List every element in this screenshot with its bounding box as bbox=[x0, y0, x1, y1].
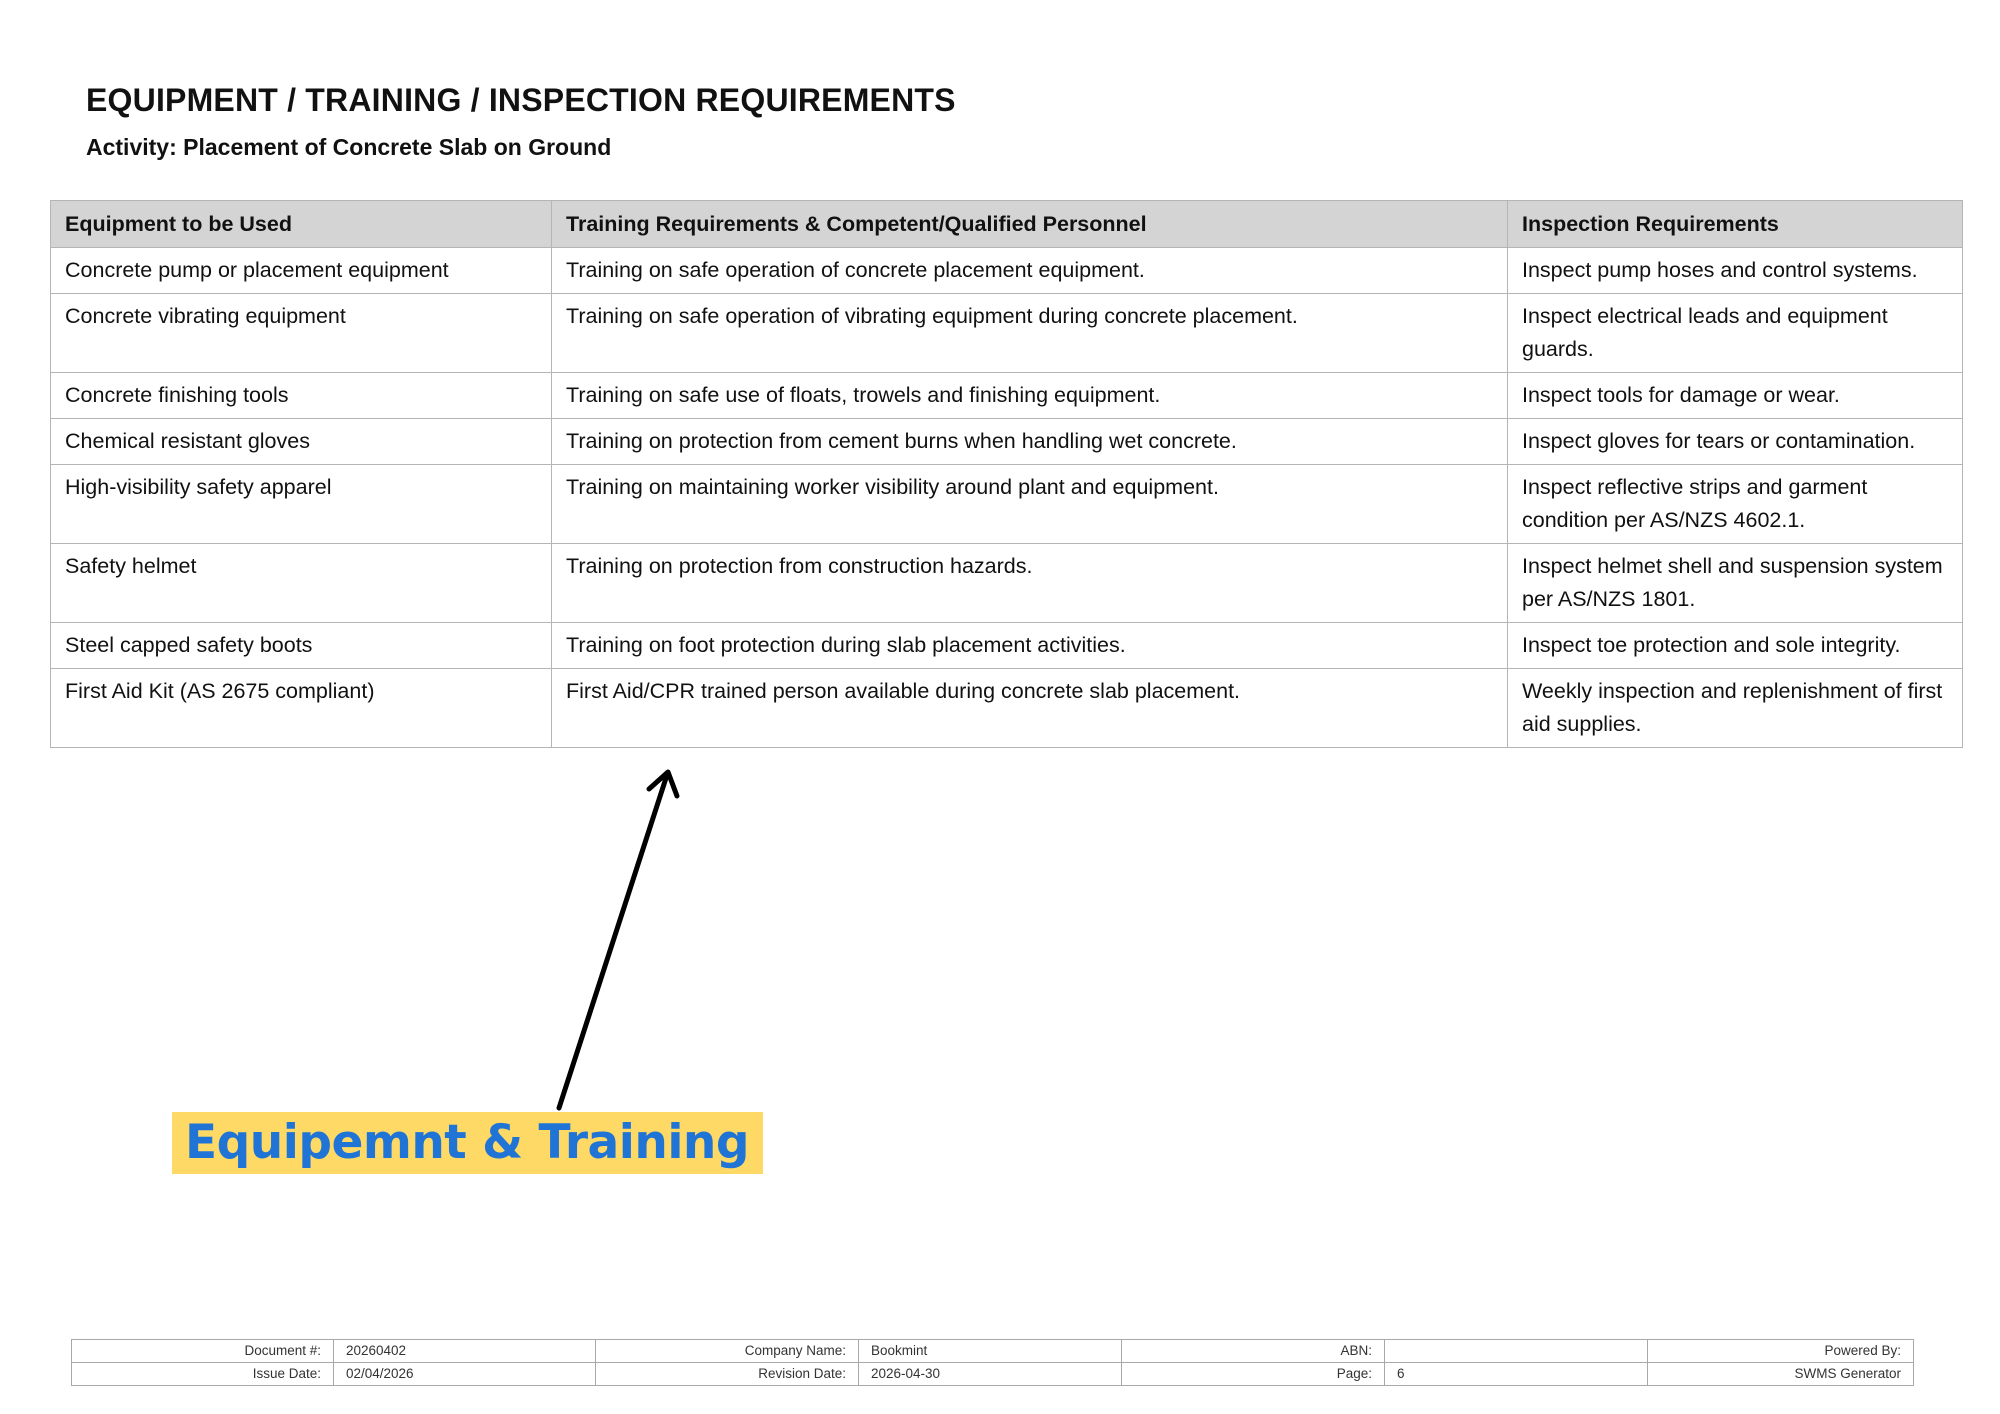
equipment-cell: Chemical resistant gloves bbox=[51, 419, 552, 465]
training-cell: Training on safe use of floats, trowels and finishing equipment. bbox=[552, 373, 1508, 419]
training-cell: Training on maintaining worker visibility around plant and equipment. bbox=[552, 465, 1508, 544]
footer-issue-value: 02/04/2026 bbox=[334, 1363, 596, 1386]
header-equipment: Equipment to be Used bbox=[51, 201, 552, 248]
equipment-cell: Concrete pump or placement equipment bbox=[51, 248, 552, 294]
inspection-cell: Inspect tools for damage or wear. bbox=[1508, 373, 1963, 419]
footer-company-label: Company Name: bbox=[596, 1340, 859, 1363]
footer-row bbox=[72, 1340, 1914, 1363]
inspection-cell: Inspect toe protection and sole integrity. bbox=[1508, 623, 1963, 669]
equipment-cell: Concrete vibrating equipment bbox=[51, 294, 552, 373]
footer-revision-label: Revision Date: bbox=[596, 1363, 859, 1386]
footer-powered-value: SWMS Generator bbox=[1648, 1363, 1914, 1386]
equipment-cell: High-visibility safety apparel bbox=[51, 465, 552, 544]
header-inspection: Inspection Requirements bbox=[1508, 201, 1963, 248]
footer-document-label: Document #: bbox=[72, 1340, 334, 1363]
training-cell: Training on protection from cement burns when handling wet concrete. bbox=[552, 419, 1508, 465]
annotation-callout: Equipemnt & Training bbox=[172, 1112, 763, 1174]
inspection-cell: Inspect electrical leads and equipment guards. bbox=[1508, 294, 1963, 373]
footer-company-value: Bookmint bbox=[859, 1340, 1122, 1363]
equipment-cell: Safety helmet bbox=[51, 544, 552, 623]
footer-revision-value: 2026-04-30 bbox=[859, 1363, 1122, 1386]
header-training: Training Requirements & Competent/Qualified Personnel bbox=[552, 201, 1508, 248]
training-cell: Training on safe operation of vibrating equipment during concrete placement. bbox=[552, 294, 1508, 373]
footer-powered-label: Powered By: bbox=[1648, 1340, 1914, 1363]
footer-document-value: 20260402 bbox=[334, 1340, 596, 1363]
training-cell: Training on safe operation of concrete placement equipment. bbox=[552, 248, 1508, 294]
footer-row bbox=[72, 1363, 1914, 1386]
equipment-cell: Concrete finishing tools bbox=[51, 373, 552, 419]
footer-abn-value bbox=[1385, 1340, 1648, 1363]
inspection-cell: Weekly inspection and replenishment of first aid supplies. bbox=[1508, 669, 1963, 748]
page-title: EQUIPMENT / TRAINING / INSPECTION REQUIREMENTS bbox=[86, 82, 956, 118]
footer-page-value: 6 bbox=[1385, 1363, 1648, 1386]
inspection-cell: Inspect pump hoses and control systems. bbox=[1508, 248, 1963, 294]
training-cell: Training on protection from construction hazards. bbox=[552, 544, 1508, 623]
footer-page-label: Page: bbox=[1122, 1363, 1385, 1386]
inspection-cell: Inspect reflective strips and garment condition per AS/NZS 4602.1. bbox=[1508, 465, 1963, 544]
document-footer bbox=[71, 1339, 1914, 1386]
equipment-cell: Steel capped safety boots bbox=[51, 623, 552, 669]
footer-abn-label: ABN: bbox=[1122, 1340, 1385, 1363]
equipment-cell: First Aid Kit (AS 2675 compliant) bbox=[51, 669, 552, 748]
activity-subtitle: Activity: Placement of Concrete Slab on Ground bbox=[86, 134, 612, 160]
footer-issue-label: Issue Date: bbox=[72, 1363, 334, 1386]
inspection-cell: Inspect helmet shell and suspension system per AS/NZS 1801. bbox=[1508, 544, 1963, 623]
inspection-cell: Inspect gloves for tears or contamination. bbox=[1508, 419, 1963, 465]
training-cell: First Aid/CPR trained person available during concrete slab placement. bbox=[552, 669, 1508, 748]
training-cell: Training on foot protection during slab placement activities. bbox=[552, 623, 1508, 669]
